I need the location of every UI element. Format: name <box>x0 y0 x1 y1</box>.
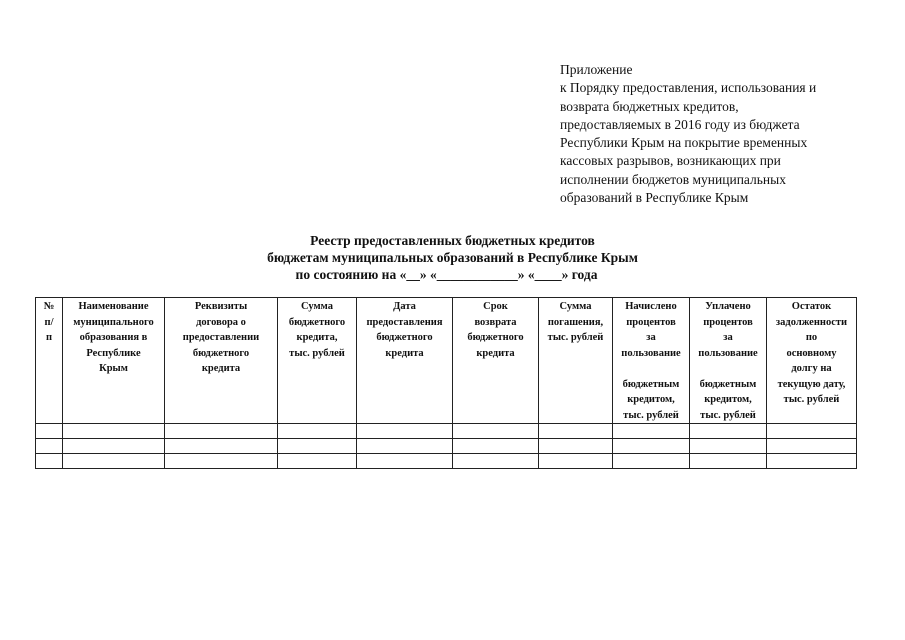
column-header-line: тыс. рублей <box>783 394 840 405</box>
table-cell <box>690 454 767 469</box>
table-row <box>36 439 857 454</box>
column-header-line: Остаток <box>791 301 832 312</box>
table-cell <box>767 439 857 454</box>
table-cell <box>63 424 165 439</box>
title-line-3: по состоянию на «__» «____________» «____» года <box>295 267 598 282</box>
column-header-line: предоставления <box>366 316 443 328</box>
table-cell <box>690 439 767 454</box>
column-header-line: кредита, <box>296 332 338 343</box>
column-header-line: тыс. рублей <box>547 332 604 343</box>
table-cell <box>357 424 453 439</box>
column-header-line: бюджетного <box>376 332 433 343</box>
column-header-line: п <box>45 332 53 343</box>
table-cell <box>453 439 539 454</box>
appendix-line: к Порядку предоставления, использования и <box>560 80 817 96</box>
column-header-line: муниципального <box>73 316 154 328</box>
table-cell <box>165 454 278 469</box>
column-header-line: бюджетного <box>192 347 250 359</box>
column-header <box>767 298 857 424</box>
appendix-note <box>560 61 880 207</box>
column-header-line: п/ <box>44 316 54 328</box>
column-header-line <box>615 361 687 377</box>
table-cell <box>613 424 690 439</box>
table-cell <box>539 424 613 439</box>
table-cell <box>453 454 539 469</box>
table-cell <box>357 439 453 454</box>
column-header <box>613 298 690 424</box>
table-cell <box>63 454 165 469</box>
column-header-line: процентов <box>703 316 753 328</box>
column-header-line: основному <box>786 347 837 359</box>
table-cell <box>539 454 613 469</box>
appendix-line: Приложение <box>560 62 633 77</box>
column-header-line: Начислено <box>625 301 677 312</box>
table-cell <box>767 424 857 439</box>
table-cell <box>453 424 539 439</box>
table-cell <box>613 439 690 454</box>
column-header-line: кредита <box>476 347 515 359</box>
appendix-line: возврата бюджетных кредитов, <box>560 98 739 114</box>
column-header-line: по <box>805 332 818 343</box>
column-header-line: кредитом, <box>627 394 675 405</box>
column-header-line: кредита <box>201 363 241 374</box>
column-header-line: бюджетного <box>467 332 524 343</box>
column-header-line: текущую дату, <box>777 378 846 390</box>
appendix-line: Республики Крым на покрытие временных <box>560 135 808 151</box>
table-cell <box>165 424 278 439</box>
column-header-line: кредитом, <box>704 394 752 405</box>
table-cell <box>357 454 453 469</box>
column-header-line: Крым <box>99 363 128 374</box>
column-header-line: договора о <box>196 316 246 328</box>
table-cell <box>613 454 690 469</box>
appendix-line: исполнении бюджетов муниципальных <box>560 171 786 187</box>
column-header-line: образования в <box>79 332 148 343</box>
column-header-line: за <box>723 332 733 343</box>
registry-table <box>35 297 857 469</box>
table-cell <box>690 424 767 439</box>
table-cell <box>63 439 165 454</box>
column-header-line: Срок <box>483 301 508 312</box>
table-body <box>36 424 857 469</box>
appendix-line: предоставляемых в 2016 году из бюджета <box>560 116 800 132</box>
column-header-line: тыс. рублей <box>623 409 679 421</box>
table-row <box>36 454 857 469</box>
table-cell <box>767 454 857 469</box>
column-header-line <box>692 361 764 377</box>
column-header <box>357 298 453 424</box>
column-header-line: предоставлении <box>182 332 260 343</box>
column-header <box>690 298 767 424</box>
column-header-line: пользование <box>698 347 758 359</box>
appendix-line: образований в Республике Крым <box>560 190 749 206</box>
column-header-line: бюджетным <box>622 378 680 390</box>
table-header-row <box>36 298 857 424</box>
table-cell <box>36 439 63 454</box>
column-header-line: бюджетного <box>288 316 346 328</box>
column-header-line: кредита <box>385 347 424 359</box>
column-header <box>165 298 278 424</box>
column-header-line: процентов <box>626 316 676 328</box>
column-header-line: тыс. рублей <box>289 347 345 359</box>
column-header <box>63 298 165 424</box>
column-header-line: Дата <box>393 301 416 312</box>
table-cell <box>278 424 357 439</box>
column-header-line: № <box>43 301 55 312</box>
column-header-line: тыс. рублей <box>700 409 756 421</box>
column-header-line: задолженности <box>775 316 848 328</box>
title-line-2: бюджетам муниципальных образований в Республике Крым <box>267 250 638 265</box>
title-line-1: Реестр предоставленных бюджетных кредитов <box>310 233 595 248</box>
column-header-line: пользование <box>621 347 681 359</box>
column-header-line: Наименование <box>78 301 149 312</box>
registry-title <box>0 232 905 283</box>
table-cell <box>278 439 357 454</box>
column-header-line: погашения, <box>547 316 604 328</box>
column-header-line: Сумма <box>559 301 592 312</box>
table-cell <box>539 439 613 454</box>
column-header <box>278 298 357 424</box>
column-header-line: Республике <box>86 347 141 359</box>
column-header <box>453 298 539 424</box>
column-header-line: долгу на <box>791 363 832 374</box>
table-cell <box>36 424 63 439</box>
table-row <box>36 424 857 439</box>
appendix-line: кассовых разрывов, возникающих при <box>560 153 781 169</box>
column-header-line: бюджетным <box>699 378 757 390</box>
table-cell <box>36 454 63 469</box>
column-header-line: Сумма <box>301 301 333 312</box>
column-header-line: Реквизиты <box>194 301 248 312</box>
table-cell <box>165 439 278 454</box>
table-cell <box>278 454 357 469</box>
column-header-line: за <box>646 332 656 343</box>
column-header <box>36 298 63 424</box>
column-header <box>539 298 613 424</box>
column-header-line: Уплачено <box>705 301 751 312</box>
column-header-line: возврата <box>474 316 517 328</box>
